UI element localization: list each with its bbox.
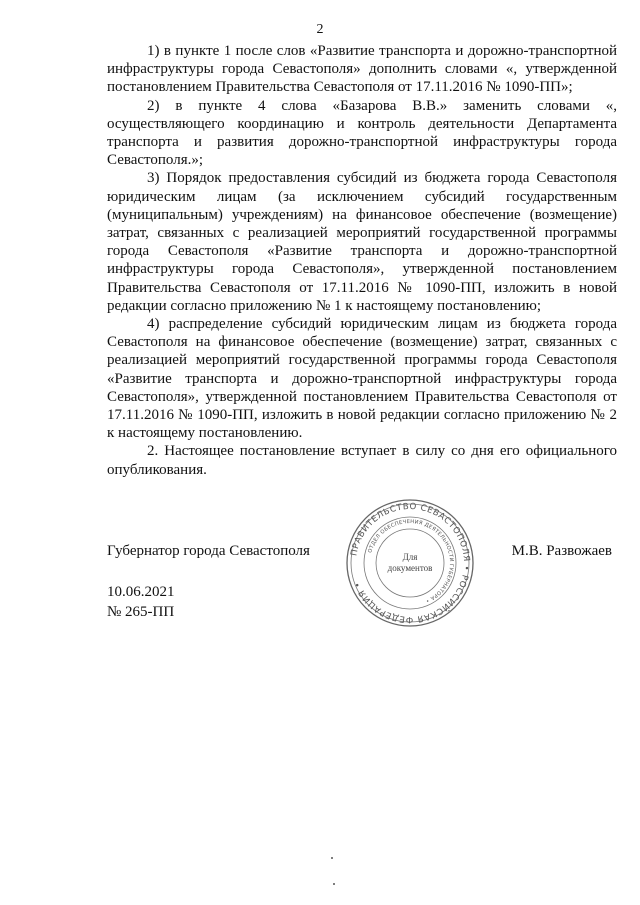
seal-center-line2: документов	[387, 563, 433, 573]
signature-name: М.В. Развожаев	[511, 543, 612, 559]
paragraph: 1) в пункте 1 после слов «Развитие транспорта и дорожно-транспортной инфраструктуры города Севастополя» дополнить словами «, утвержденной постановлением Правительства Севастополя от 17.11.2016 № 1090-ПП»;	[107, 43, 617, 96]
scan-speck	[333, 883, 335, 885]
official-seal	[344, 497, 476, 629]
paragraph: 3) Порядок предоставления субсидий из бюджета города Севастополя юридическим лицам (за исключением субсидий государственным (муниципальным) учреждениям) на финансовое обеспечение (возмещение) затрат, связанных с реализацией мероприятий государственной программы города Севастополя «Развитие транспорта и дорожно-транспортной инфраструктуры города Севастополя», утвержденной постановлением Правительства Севастополя от 17.11.2016 № 1090-ПП, изложить в новой редакции согласно приложению № 1 к настоящему постановлению;	[107, 170, 617, 314]
page-number: 2	[316, 22, 324, 37]
seal-graphic	[344, 497, 476, 629]
paragraph: 2) в пункте 4 слова «Базарова В.В.» заменить словами «, осуществляющего координацию и контроль деятельности Департамента транспорта и развития дорожно-транспортной инфраструктуры города Севастополя.»;	[107, 97, 617, 169]
paragraph: 4) распределение субсидий юридическим лицам из бюджета города Севастополя на финансовое обеспечение (возмещение) затрат, связанных с реализацией мероприятий государственной программы города Севастополя «Развитие транспорта и дорожно-транспортной инфраструктуры города Севастополя», утвержденной постановлением Правительства Севастополя от 17.11.2016 № 1090-ПП, изложить в новой редакции согласно приложению № 2 к настоящему постановлению.	[107, 316, 617, 442]
document-body	[107, 42, 617, 479]
paragraph: 2. Настоящее постановление вступает в силу со дня его официального опубликования.	[107, 443, 617, 478]
seal-outer-text: ПРАВИТЕЛЬСТВО СЕВАСТОПОЛЯ • РОССИЙСКАЯ ФЕДЕРАЦИЯ •	[349, 501, 472, 625]
signature-title: Губернатор города Севастополя	[107, 543, 310, 559]
document-number: № 265-ПП	[107, 604, 175, 620]
seal-middle-text: ОТДЕЛ ОБЕСПЕЧЕНИЯ ДЕЯТЕЛЬНОСТИ ГУБЕРНАТОРА •	[367, 518, 455, 604]
seal-center-line1: Для	[402, 552, 418, 562]
scan-speck	[331, 857, 333, 859]
document-date: 10.06.2021	[107, 584, 175, 600]
